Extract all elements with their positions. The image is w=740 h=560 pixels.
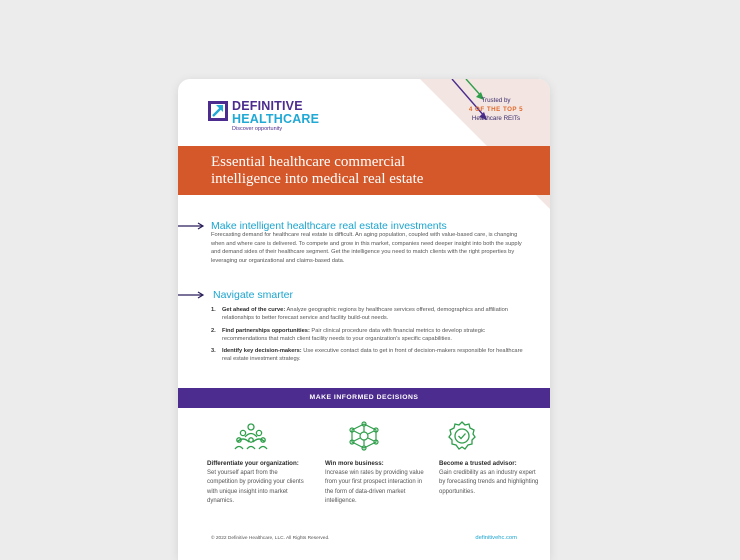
section-arrow-icon (178, 222, 206, 230)
benefit-body: Set yourself apart from the competition by providing your clients with unique insight into market dynamics. (207, 470, 304, 505)
list-item-title: Identify key decision-makers: (222, 348, 302, 355)
section-heading-investments: Make intelligent healthcare real estate investments (211, 220, 447, 232)
logo-wordmark-line2: HEALTHCARE (232, 111, 320, 126)
trusted-line3: Healthcare REITs (471, 115, 521, 122)
benefit-column (439, 421, 541, 497)
badge-check-icon (445, 421, 479, 451)
benefit-body: Increase win rates by providing value from your first prospect interaction in the form of data-driven market intelligence. (325, 470, 424, 505)
section-heading-navigate: Navigate smarter (213, 289, 293, 301)
benefit-body: Gain credibility as an industry expert by forecasting trends and highlighting opportunities. (439, 470, 539, 495)
section-body-investments: Forecasting demand for healthcare real estate is difficult. An aging population, coupled with value-based care, is changing when and where care is delivered. To compete and grow in this market, companies need deeper insight into both the supply and demand sides of their healthcare segment. Get the intelligence you need to match clients with the right properties by leveraging our organizational and claims-based data. (211, 232, 522, 264)
document-page (178, 79, 550, 560)
benefit-title: Differentiate your organization: (207, 460, 299, 467)
page-title: Essential healthcare commercial intelligence into medical real estate (211, 154, 424, 187)
list-item-number: 1. (211, 307, 216, 313)
list-item-title: Find partnerships opportunities: (222, 327, 310, 334)
brand-logo (208, 100, 319, 133)
logo-tagline: Discover opportunity (232, 126, 283, 132)
list-item-number: 2. (211, 327, 216, 334)
benefit-title: Become a trusted advisor: (439, 460, 517, 467)
navigate-list (211, 306, 529, 368)
section-arrow-icon (178, 291, 206, 299)
footer-link[interactable]: definitivehc.com (475, 535, 517, 541)
list-item (211, 347, 529, 364)
people-group-icon (234, 421, 268, 451)
list-item (211, 327, 529, 344)
list-item-text: Analyze geographic regions by healthcare services offered, demographics and affiliation relationships to better forecast service and facility build-out needs. (222, 307, 508, 322)
list-item-title: Get ahead of the curve: (222, 307, 286, 313)
benefit-title: Win more business: (325, 460, 384, 467)
list-item (211, 306, 529, 323)
logo-wordmark-line1: DEFINITIVE (232, 99, 303, 113)
footer-copyright: © 2022 Definitive Healthcare, LLC. All Rights Reserved. (211, 536, 330, 541)
benefit-column (207, 421, 309, 507)
list-item-text: Pair clinical procedure data with financial metrics to develop strategic recommendations that match client facility needs to your organization's specific capabilities. (222, 327, 485, 342)
list-item-number: 3. (211, 348, 216, 355)
logo-arrow-icon (208, 101, 228, 121)
benefit-column (325, 421, 427, 507)
title-banner (178, 146, 550, 195)
decisions-banner: MAKE INFORMED DECISIONS (178, 388, 550, 408)
list-item-text: Use executive contact data to get in front of decision-makers responsible for healthcare real estate investment strategy. (222, 348, 523, 363)
trusted-highlight: 4 OF THE TOP 5 (468, 106, 524, 113)
trusted-line1: Trusted by (481, 97, 511, 104)
network-node-icon (347, 421, 381, 451)
trusted-callout (456, 96, 536, 123)
